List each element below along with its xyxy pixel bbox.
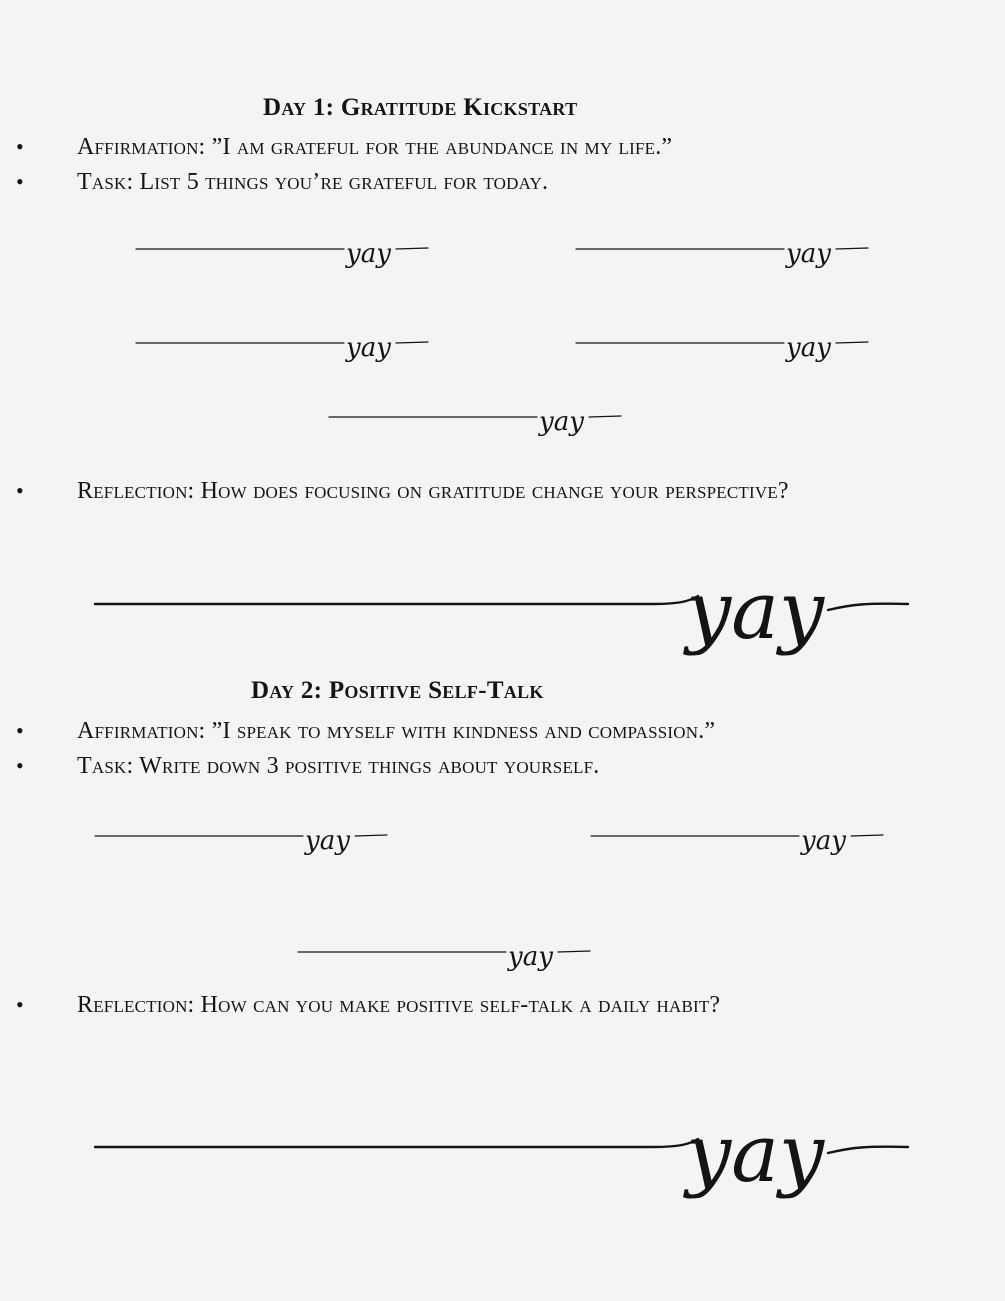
- day2-task: [0, 750, 1005, 782]
- day1-task-line-5[interactable]: [327, 392, 623, 442]
- day2-heading: Day 2: Positive Self-Talk: [251, 677, 544, 704]
- day2-affirmation-text: Affirmation: ”I speak to myself with kindness and compassion.”: [77, 718, 716, 744]
- day1-heading: Day 1: Gratitude Kickstart: [263, 94, 578, 121]
- bullet: •: [16, 718, 24, 743]
- day2-reflection: [0, 989, 1005, 1021]
- yay-label: yay: [686, 570, 825, 657]
- bullet: •: [16, 478, 24, 503]
- yay-label: yay: [786, 239, 831, 269]
- day1-reflection-line[interactable]: [93, 570, 913, 665]
- yay-label: yay: [346, 239, 391, 269]
- bullet: •: [16, 134, 24, 159]
- day2-task-line-2[interactable]: [589, 811, 885, 861]
- yay-label: yay: [539, 407, 584, 437]
- day1-reflection-text: Reflection: How does focusing on gratitude change your perspective?: [77, 478, 789, 504]
- day1-reflection: [0, 475, 1005, 507]
- bullet: •: [16, 992, 24, 1017]
- day1-affirmation: [0, 131, 1005, 163]
- yay-label: yay: [686, 1113, 825, 1200]
- bullet: •: [16, 753, 24, 778]
- day1-task-line-3[interactable]: [134, 318, 430, 368]
- day2-reflection-text: Reflection: How can you make positive self-talk a daily habit?: [77, 992, 721, 1018]
- bullet: •: [16, 169, 24, 194]
- day1-task-line-1[interactable]: [134, 224, 430, 274]
- day2-task-text: Task: Write down 3 positive things about yourself.: [77, 753, 600, 779]
- day1-affirmation-text: Affirmation: ”I am grateful for the abundance in my life.”: [77, 134, 673, 160]
- yay-label: yay: [346, 333, 391, 363]
- day2-task-line-3[interactable]: [296, 927, 592, 977]
- day1-task-line-2[interactable]: [574, 224, 870, 274]
- yay-label: yay: [786, 333, 831, 363]
- day1-task-line-4[interactable]: [574, 318, 870, 368]
- yay-label: yay: [801, 826, 846, 856]
- day2-affirmation: [0, 715, 1005, 747]
- day2-task-line-1[interactable]: [93, 811, 389, 861]
- yay-label: yay: [305, 826, 350, 856]
- day1-task-text: Task: List 5 things you’re grateful for today.: [77, 169, 549, 195]
- yay-label: yay: [508, 942, 553, 972]
- day1-task: [0, 166, 1005, 198]
- day2-reflection-line[interactable]: [93, 1113, 913, 1208]
